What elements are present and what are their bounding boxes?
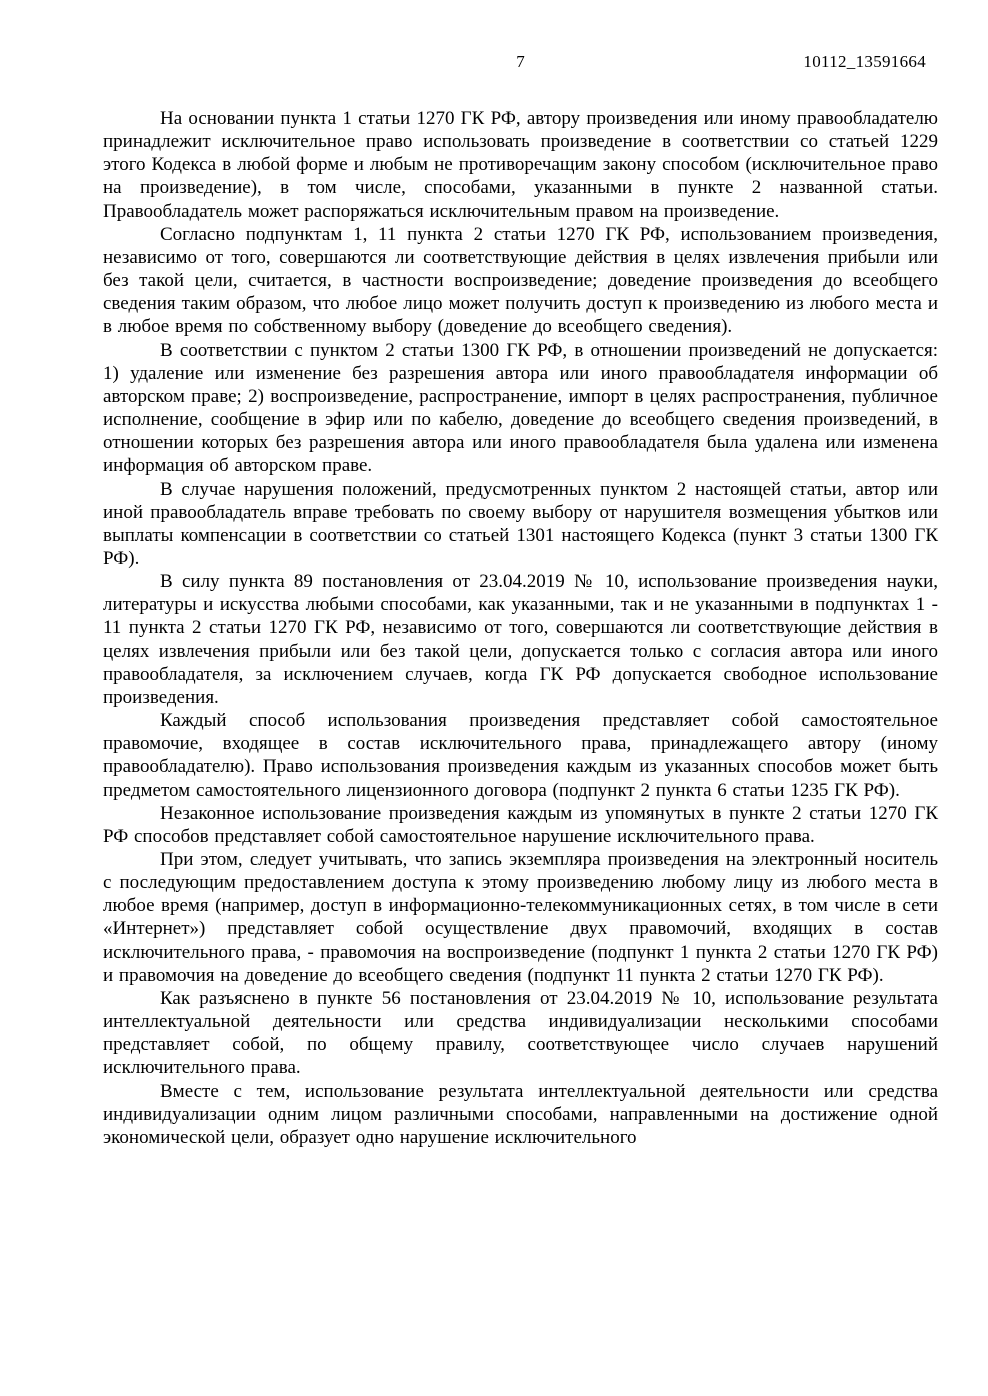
page-header (103, 52, 938, 76)
page-number: 7 (516, 52, 525, 71)
paragraph: Согласно подпунктам 1, 11 пункта 2 статьи 1270 ГК РФ, использованием произведения, независимо от того, совершаются ли соответствующие действия в целях извлечения прибыли или без такой цели, считается, в частности воспроизведение; доведение произведения до всеобщего сведения таким образом, что любое лицо может получить доступ к произведению из любого места и в любое время по собственному выбору (доведение до всеобщего сведения). (103, 223, 938, 338)
paragraph: В случае нарушения положений, предусмотренных пунктом 2 настоящей статьи, автор или иной правообладатель вправе требовать по своему выбору от нарушителя возмещения убытков или выплаты компенсации в соответствии со статьей 1301 настоящего Кодекса (пункт 3 статьи 1300 ГК РФ). (103, 478, 938, 569)
document-id: 10112_13591664 (803, 52, 926, 71)
paragraph: В соответствии с пунктом 2 статьи 1300 ГК РФ, в отношении произведений не допускается: 1) удаление или изменение без разрешения автора или иного правообладателя информации об авторском праве; 2) воспроизведение, распространение, импорт в целях распространения, публичное исполнение, сообщение в эфир или по кабелю, доведение до всеобщего сведения произведений, в отношении которых без разрешения автора или иного правообладателя была удалена или изменена информация об авторском праве. (103, 339, 938, 477)
paragraph: При этом, следует учитывать, что запись экземпляра произведения на электронный носитель с последующим предоставлением доступа к этому произведению любому лицу из любого места в любое время (например, доступ в информационно-телекоммуникационных сетях, в том числе в сети «Интернет») представляет собой осуществление двух правомочий, входящих в состав исключительного права, - правомочия на воспроизведение (подпункт 1 пункта 2 статьи 1270 ГК РФ) и правомочия на доведение до всеобщего сведения (подпункт 11 пункта 2 статьи 1270 ГК РФ). (103, 849, 938, 986)
paragraph: На основании пункта 1 статьи 1270 ГК РФ, автору произведения или иному правообладателю принадлежит исключительное право использовать произведение в соответствии со статьей 1229 этого Кодекса в любой форме и любым не противоречащим закону способом (исключительное право на произведение), в том числе, способами, указанными в пункте 2 названной статьи. Правообладатель может распоряжаться исключительным правом на произведение. (103, 108, 938, 222)
paragraph: Незаконное использование произведения каждым из упомянутых в пункте 2 статьи 1270 ГК РФ способов представляет собой самостоятельное нарушение исключительного права. (103, 802, 938, 847)
document-body (103, 107, 938, 1149)
paragraph: Как разъяснено в пункте 56 постановления от 23.04.2019 № 10, использование результата интеллектуальной деятельности или средства индивидуализации несколькими способами представляет собой, по общему правилу, соответствующее число случаев нарушений исключительного права. (103, 987, 938, 1079)
paragraph: Вместе с тем, использование результата интеллектуальной деятельности или средства индивидуализации одним лицом различными способами, направленными на достижение одной экономической цели, образует одно нарушение исключительного (103, 1080, 938, 1148)
paragraph: В силу пункта 89 постановления от 23.04.2019 № 10, использование произведения науки, литературы и искусства любыми способами, как указанными, так и не указанными в подпунктах 1 - 11 пункта 2 статьи 1270 ГК РФ, независимо от того, совершаются ли соответствующие действия в целях извлечения прибыли или без такой цели, допускается только с согласия автора или иного правообладателя, за исключением случаев, когда ГК РФ допускается свободное использование произведения. (103, 571, 938, 708)
paragraph: Каждый способ использования произведения представляет собой самостоятельное правомочие, входящее в состав исключительного права, принадлежащего автору (иному правообладателю). Право использования произведения каждым из указанных способов может быть предметом самостоятельного лицензионного договора (подпункт 2 пункта 6 статьи 1235 ГК РФ). (103, 710, 938, 801)
